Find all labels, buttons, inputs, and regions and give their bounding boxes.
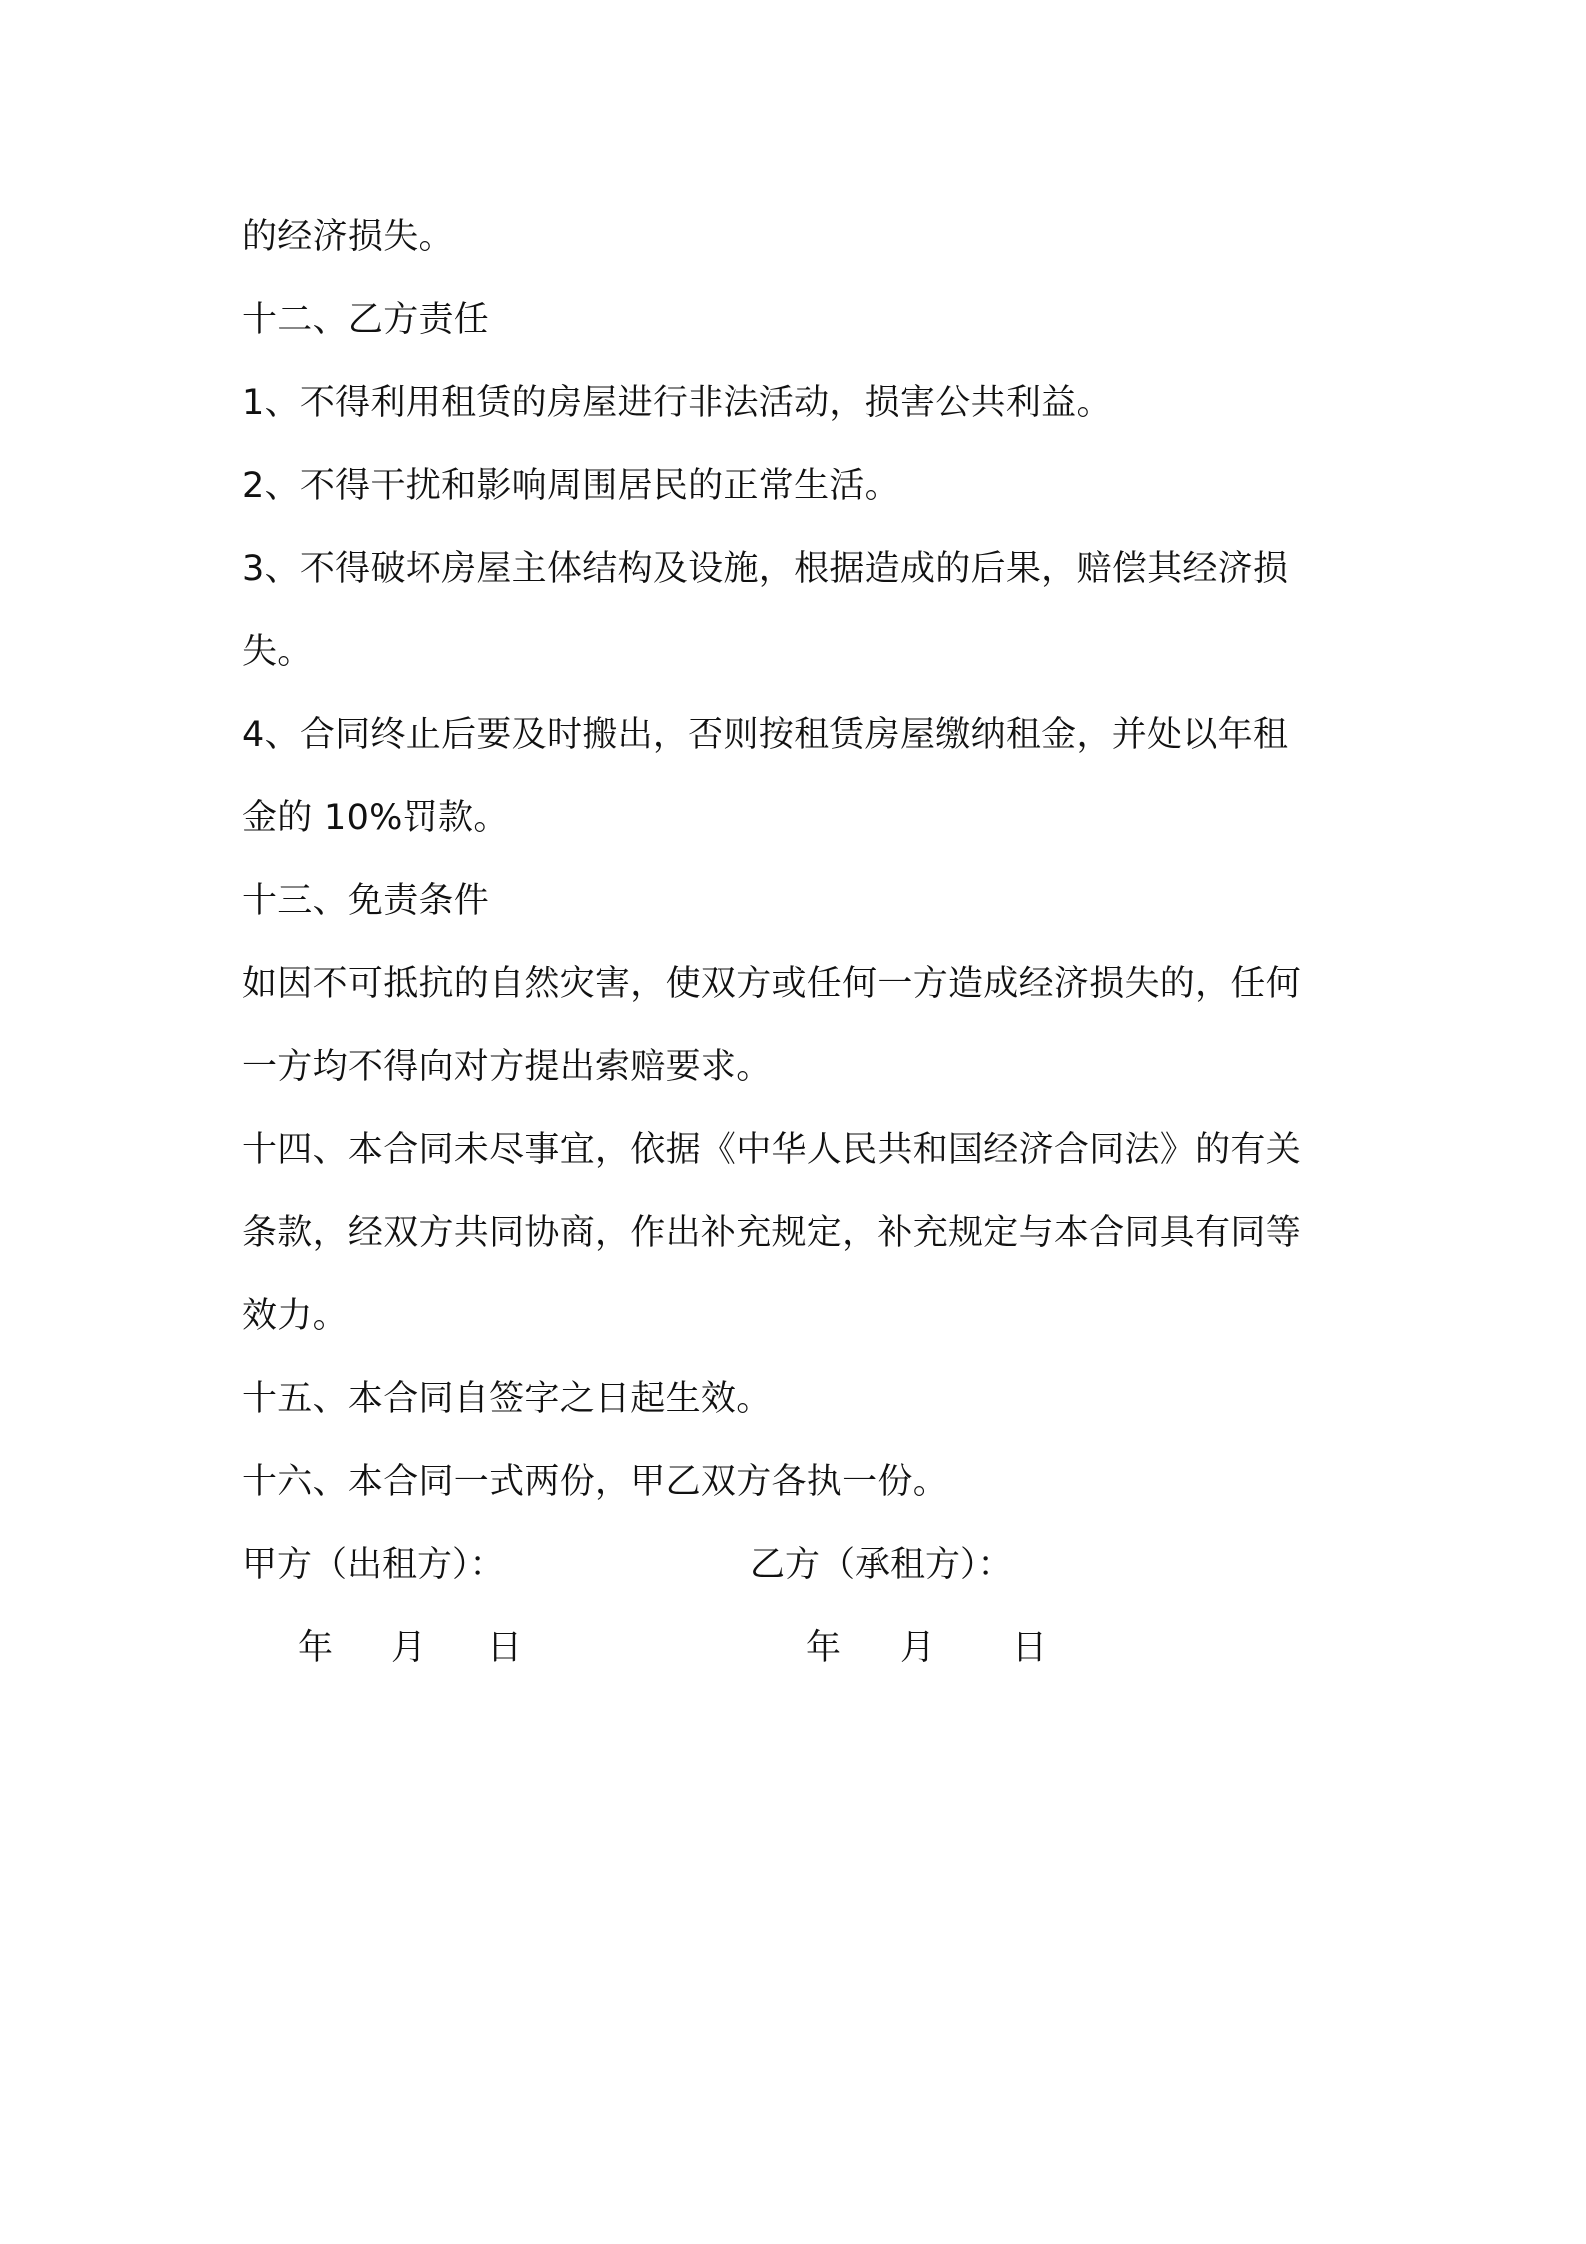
paragraph-line: 4、合同终止后要及时搬出，否则按租赁房屋缴纳租金，并处以年租 [242,715,1289,755]
paragraph-line: 如因不可抵抗的自然灾害，使双方或任何一方造成经济损失的，任何 [242,964,1302,1004]
paragraph-line: 效力。 [242,1296,348,1336]
party-a-date-year: 年 [298,1628,334,1668]
party-b-date-month: 月 [900,1628,936,1668]
section-heading: 十二、乙方责任 [242,300,490,340]
paragraph-line: 十四、本合同未尽事宜，依据《中华人民共和国经济合同法》的有关 [242,1130,1302,1170]
party-b-signature-label: 乙方（承租方）： [750,1545,1013,1585]
paragraph-line: 的经济损失。 [242,217,454,257]
paragraph-line: 2、不得干扰和影响周围居民的正常生活。 [242,466,900,506]
paragraph-line: 失。 [242,632,313,672]
paragraph-line: 金的 10%罚款。 [242,798,509,838]
party-a-signature-label: 甲方（出租方）： [242,1545,505,1585]
paragraph-line: 十六、本合同一式两份，甲乙双方各执一份。 [242,1462,949,1502]
paragraph-line: 一方均不得向对方提出索赔要求。 [242,1047,772,1087]
party-a-date-month: 月 [391,1628,427,1668]
paragraph-line: 1、不得利用租赁的房屋进行非法活动，损害公共利益。 [242,383,1112,423]
contract-body [242,196,1354,1524]
paragraph-line: 3、不得破坏房屋主体结构及设施，根据造成的后果，赔偿其经济损 [242,549,1289,589]
paragraph-line: 条款，经双方共同协商，作出补充规定，补充规定与本合同具有同等 [242,1213,1302,1253]
party-b-date-year: 年 [806,1628,842,1668]
paragraph-line: 十五、本合同自签字之日起生效。 [242,1379,772,1419]
party-a-date-day: 日 [487,1628,523,1668]
section-heading: 十三、免责条件 [242,881,490,921]
party-b-date-day: 日 [1012,1628,1048,1668]
